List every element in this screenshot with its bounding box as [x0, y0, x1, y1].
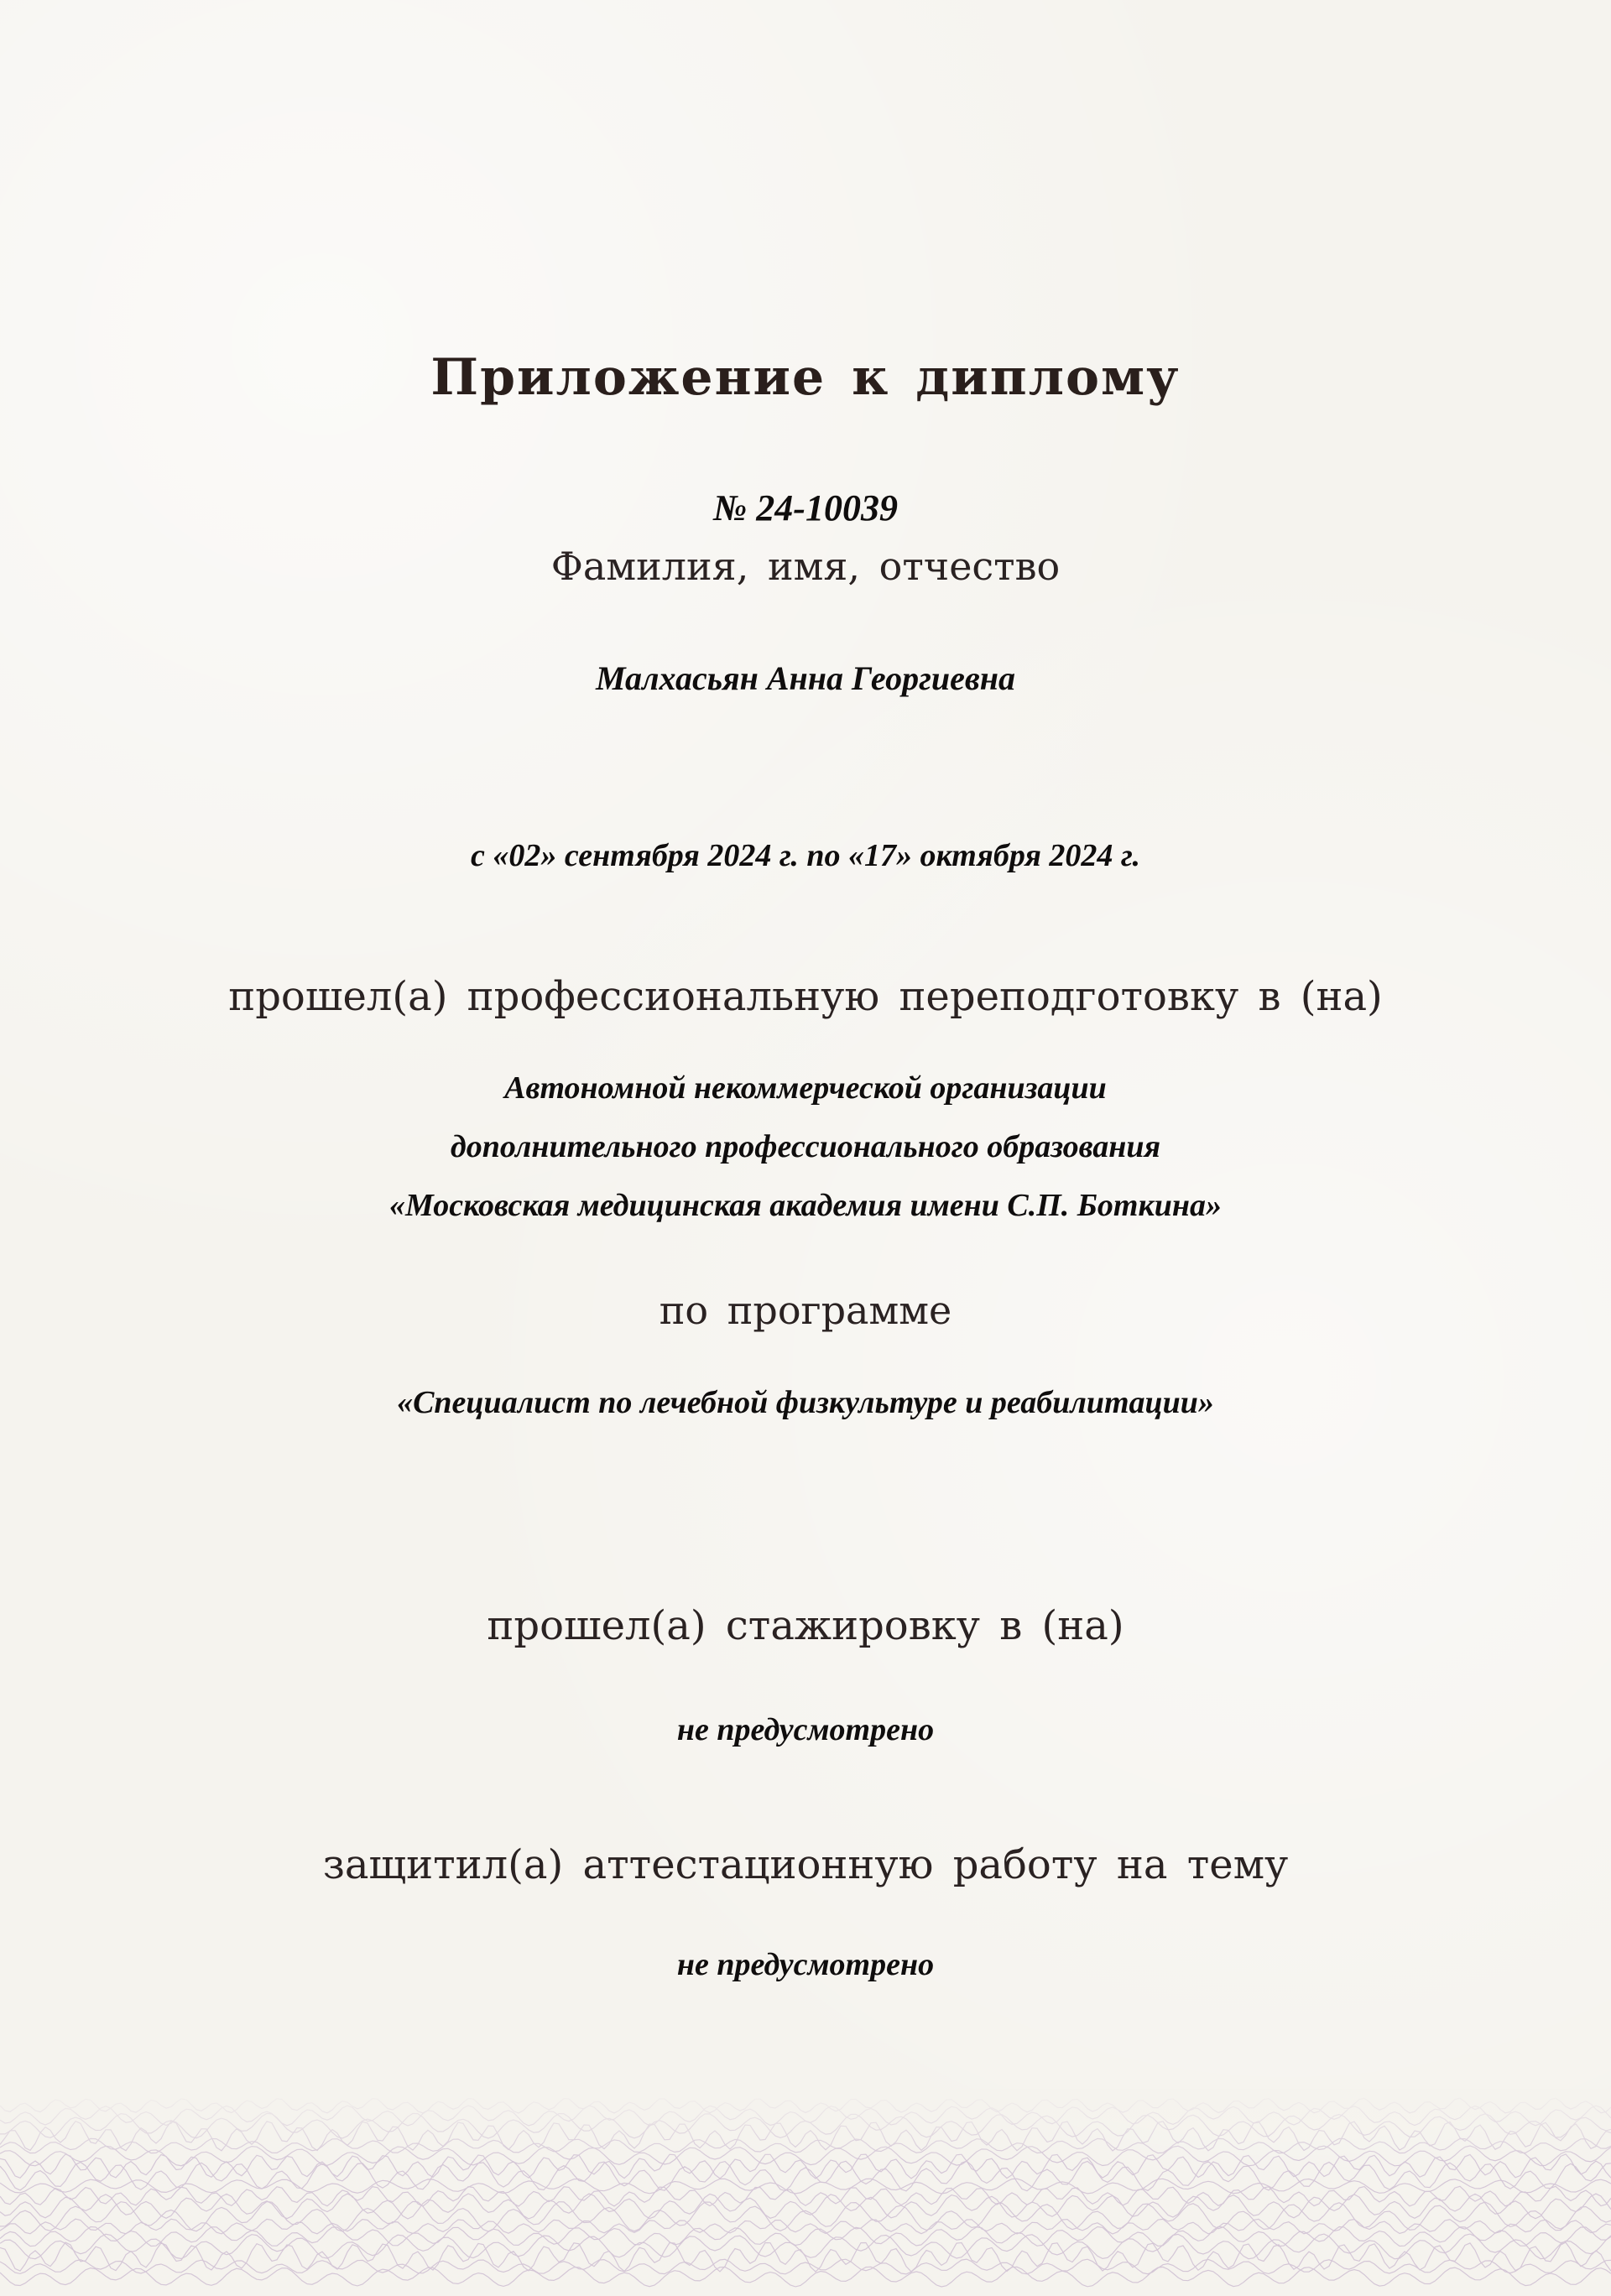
organization-line-1: Автономной некоммерческой организации [504, 1070, 1107, 1106]
organization-line-3: «Московская медицинская академия имени С.П. Боткина» [389, 1188, 1222, 1223]
program-name: «Специалист по лечебной физкультуре и реабилитации» [397, 1385, 1214, 1420]
thesis-label: защитил(а) аттестационную работу на тему [322, 1841, 1289, 1888]
study-period: с «02» сентября 2024 г. по «17» октября 2024 г. [471, 838, 1140, 873]
fio-label: Фамилия, имя, отчество [550, 544, 1061, 589]
retraining-label: прошел(а) профессиональную переподготовку в (на) [228, 973, 1383, 1020]
internship-value: не предусмотрено [676, 1712, 935, 1747]
document-title: Приложение к диплому [430, 348, 1181, 407]
thesis-value: не предусмотрено [676, 1947, 935, 1982]
guilloche-pattern [0, 2089, 1611, 2296]
holder-name: Малхасьян Анна Георгиевна [596, 659, 1015, 697]
program-label: по программе [659, 1288, 952, 1333]
organization-line-2: дополнительного профессионального образования [450, 1129, 1161, 1164]
document-number: № 24-10039 [713, 487, 898, 528]
internship-label: прошел(а) стажировку в (на) [487, 1602, 1124, 1649]
